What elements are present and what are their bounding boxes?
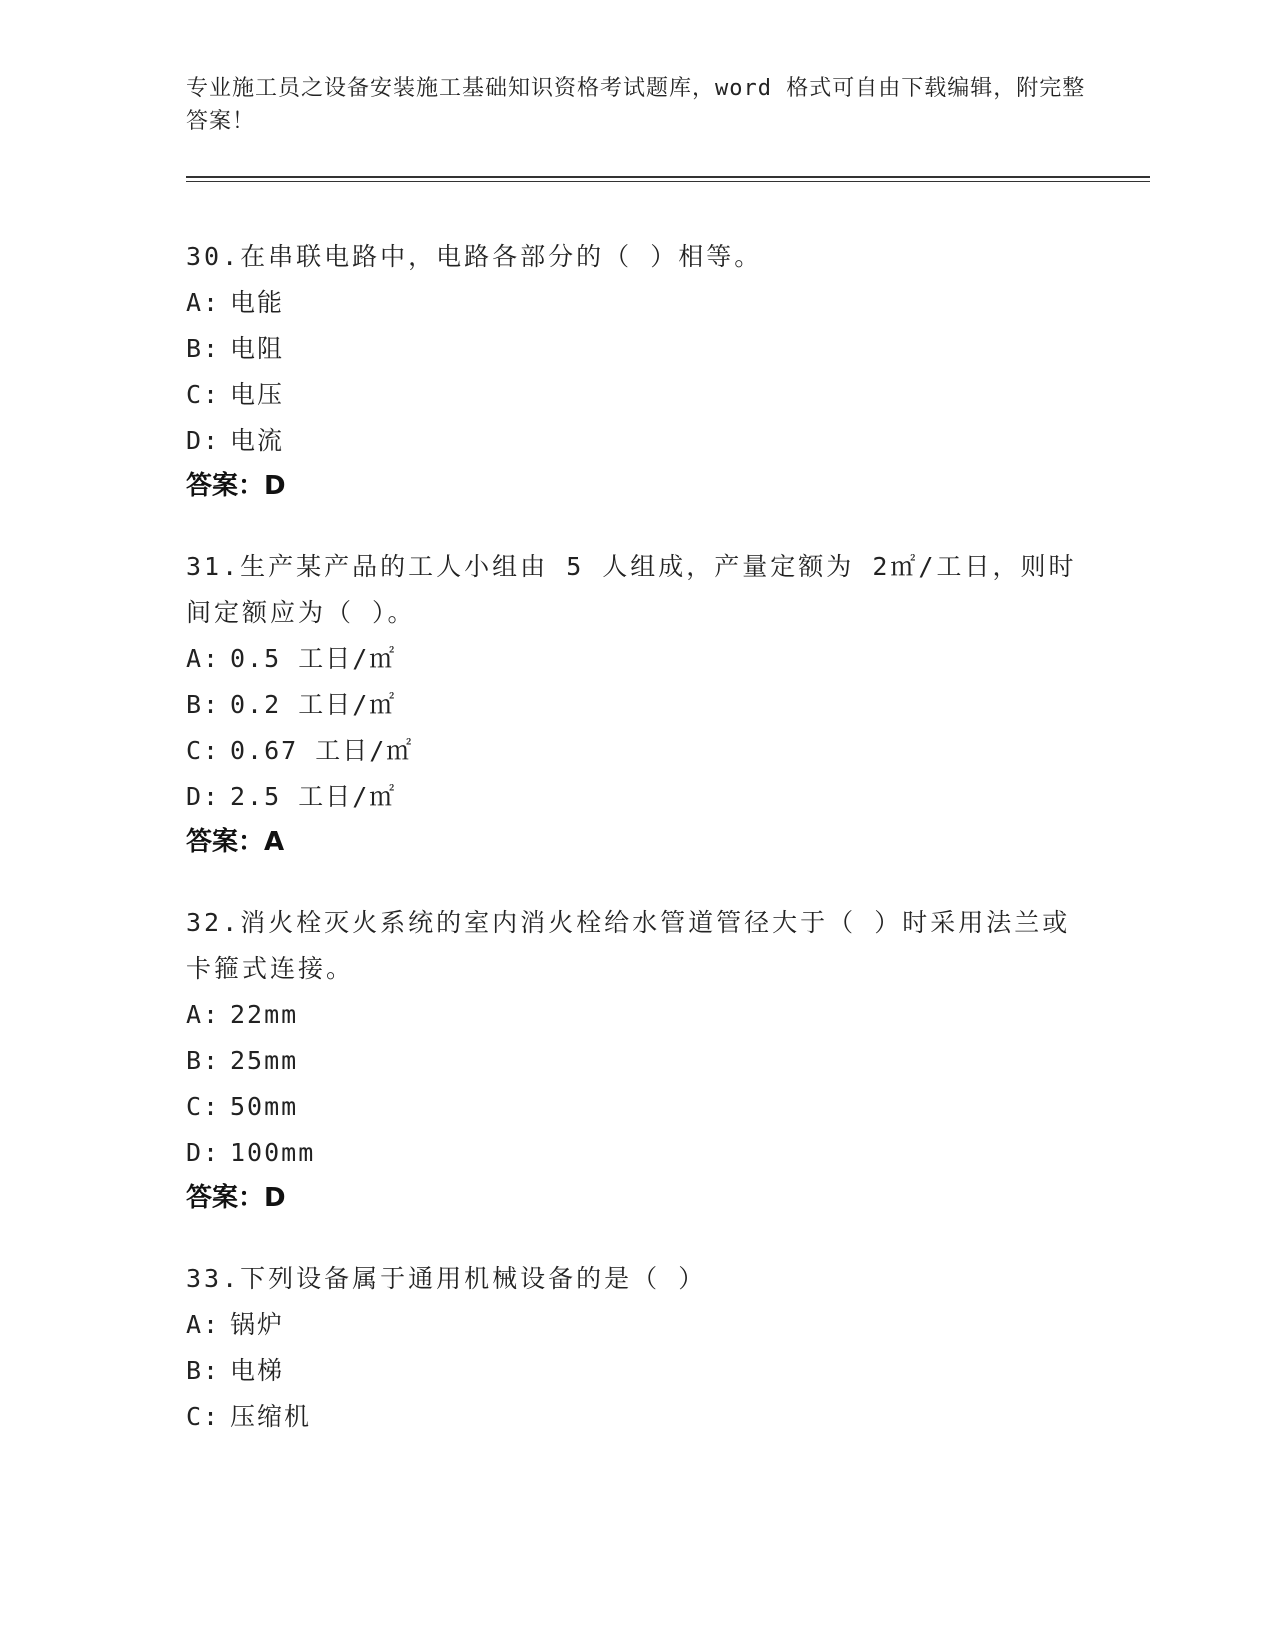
option-text: 压缩机	[230, 1402, 312, 1431]
header-divider-thick	[186, 176, 1150, 178]
option-text: 电能	[230, 288, 285, 317]
option-letter: C:	[186, 1092, 221, 1121]
option-letter: C:	[186, 736, 221, 765]
question-31	[186, 544, 1086, 864]
option-b	[186, 326, 1086, 372]
option-c	[186, 728, 1086, 774]
option-letter: B:	[186, 1356, 221, 1385]
option-d	[186, 774, 1086, 820]
option-text: 锅炉	[230, 1310, 285, 1339]
option-d	[186, 1130, 1086, 1176]
question-stem: 30.在串联电路中，电路各部分的（ ）相等。	[186, 242, 763, 271]
option-text: 0.67 工日/㎡	[230, 736, 414, 765]
option-letter: D:	[186, 782, 221, 811]
option-a	[186, 636, 1086, 682]
option-letter: B:	[186, 334, 221, 363]
option-text: 2.5 工日/㎡	[230, 782, 397, 811]
answer-line: 答案：D	[186, 1183, 286, 1213]
question-32	[186, 900, 1086, 1220]
option-a	[186, 992, 1086, 1038]
option-text: 100mm	[230, 1138, 316, 1167]
option-text: 电流	[230, 426, 285, 455]
option-a	[186, 280, 1086, 326]
option-text: 电阻	[230, 334, 285, 363]
option-c	[186, 1394, 1086, 1440]
option-letter: A:	[186, 644, 221, 673]
answer-line: 答案：D	[186, 471, 286, 501]
option-text: 电梯	[230, 1356, 285, 1385]
option-text: 0.2 工日/㎡	[230, 690, 397, 719]
option-letter: B:	[186, 690, 221, 719]
option-letter: C:	[186, 1402, 221, 1431]
question-30	[186, 234, 1086, 508]
option-a	[186, 1302, 1086, 1348]
question-stem: 31.生产某产品的工人小组由 5 人组成，产量定额为 2㎡/工日，则时间定额应为（ ）。	[186, 552, 1077, 627]
option-text: 0.5 工日/㎡	[230, 644, 397, 673]
option-b	[186, 1038, 1086, 1084]
question-stem: 33.下列设备属于通用机械设备的是（ ）	[186, 1264, 707, 1293]
option-text: 22mm	[230, 1000, 299, 1029]
question-list	[186, 234, 1086, 1476]
document-header: 专业施工员之设备安装施工基础知识资格考试题库，word 格式可自由下载编辑，附完整答案！	[186, 76, 1086, 134]
option-text: 电压	[230, 380, 285, 409]
option-b	[186, 1348, 1086, 1394]
option-letter: D:	[186, 1138, 221, 1167]
option-d	[186, 418, 1086, 464]
option-letter: D:	[186, 426, 221, 455]
option-c	[186, 372, 1086, 418]
option-letter: A:	[186, 288, 221, 317]
option-c	[186, 1084, 1086, 1130]
option-letter: C:	[186, 380, 221, 409]
option-letter: B:	[186, 1046, 221, 1075]
question-stem: 32.消火栓灭火系统的室内消火栓给水管道管径大于（ ）时采用法兰或卡箍式连接。	[186, 908, 1071, 983]
answer-line: 答案：A	[186, 827, 285, 857]
option-b	[186, 682, 1086, 728]
option-text: 50mm	[230, 1092, 299, 1121]
option-letter: A:	[186, 1000, 221, 1029]
option-text: 25mm	[230, 1046, 299, 1075]
question-33	[186, 1256, 1086, 1440]
header-divider-thin	[186, 181, 1150, 182]
option-letter: A:	[186, 1310, 221, 1339]
